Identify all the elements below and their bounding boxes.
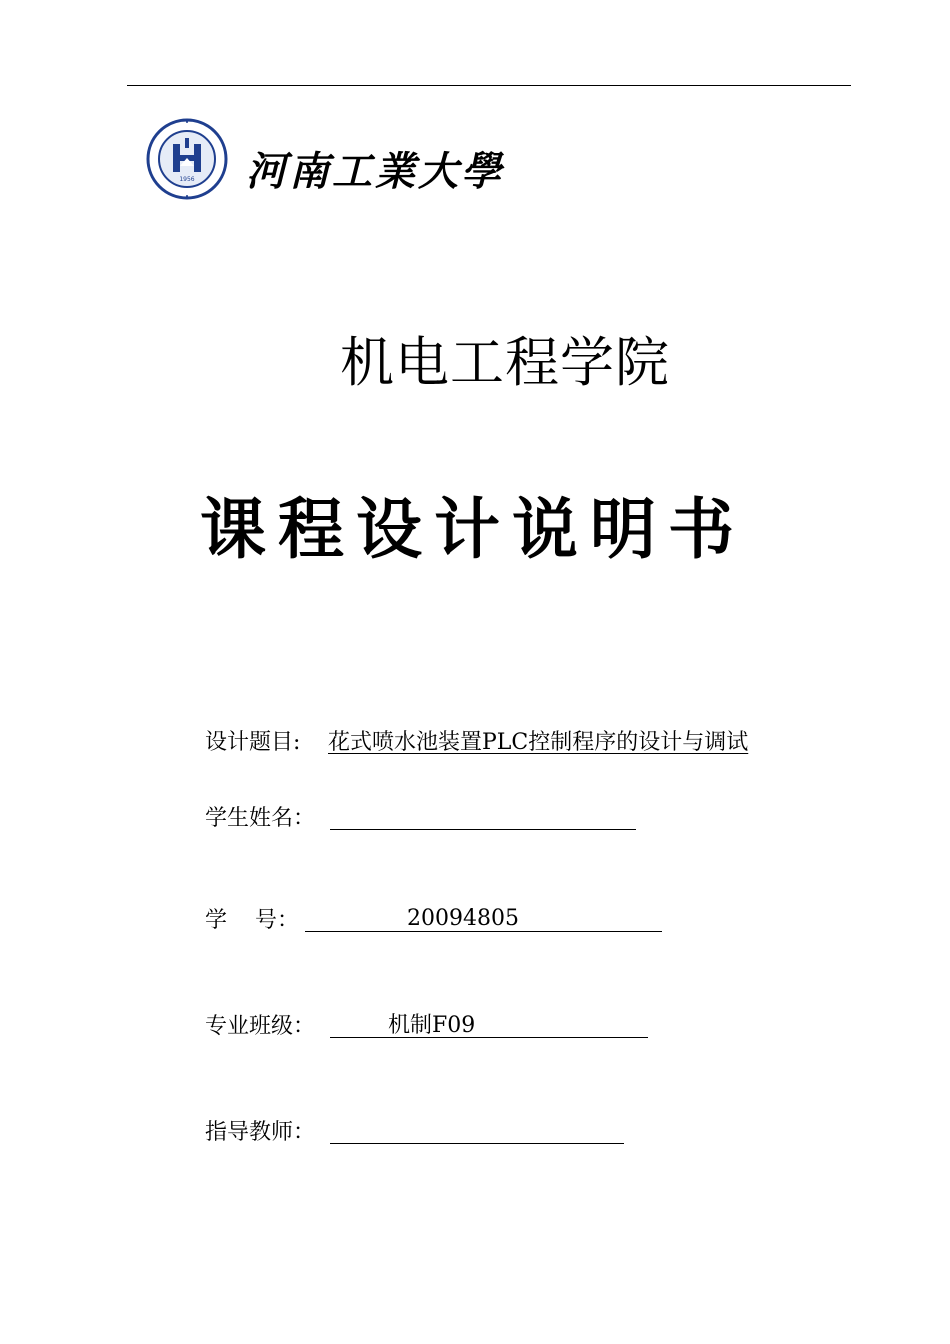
topic-label: 设计题目: — [205, 730, 301, 755]
major-class-value: 机制F09 — [388, 1013, 476, 1038]
student-id-underline — [305, 931, 662, 932]
college-name: 机电工程学院 — [340, 331, 670, 394]
university-seal-icon — [146, 118, 228, 200]
header-rule — [127, 85, 851, 86]
major-class-label: 专业班级： — [205, 1014, 316, 1039]
document-title: 课程设计说明书 — [200, 491, 746, 568]
student-id-value: 20094805 — [407, 906, 519, 931]
student-name-label: 学生姓名： — [205, 806, 316, 831]
topic-value: 花式喷水池装置PLC控制程序的设计与调试 — [328, 730, 749, 755]
advisor-label: 指导教师： — [205, 1120, 316, 1145]
student-id-label: 学 号： — [205, 908, 299, 933]
seal-year: 1956 — [179, 176, 195, 183]
university-logo — [146, 118, 504, 202]
student-name-underline — [330, 829, 636, 830]
advisor-underline — [330, 1143, 624, 1144]
university-wordmark: 河南工業大學 — [246, 148, 504, 195]
major-class-underline — [330, 1037, 648, 1038]
